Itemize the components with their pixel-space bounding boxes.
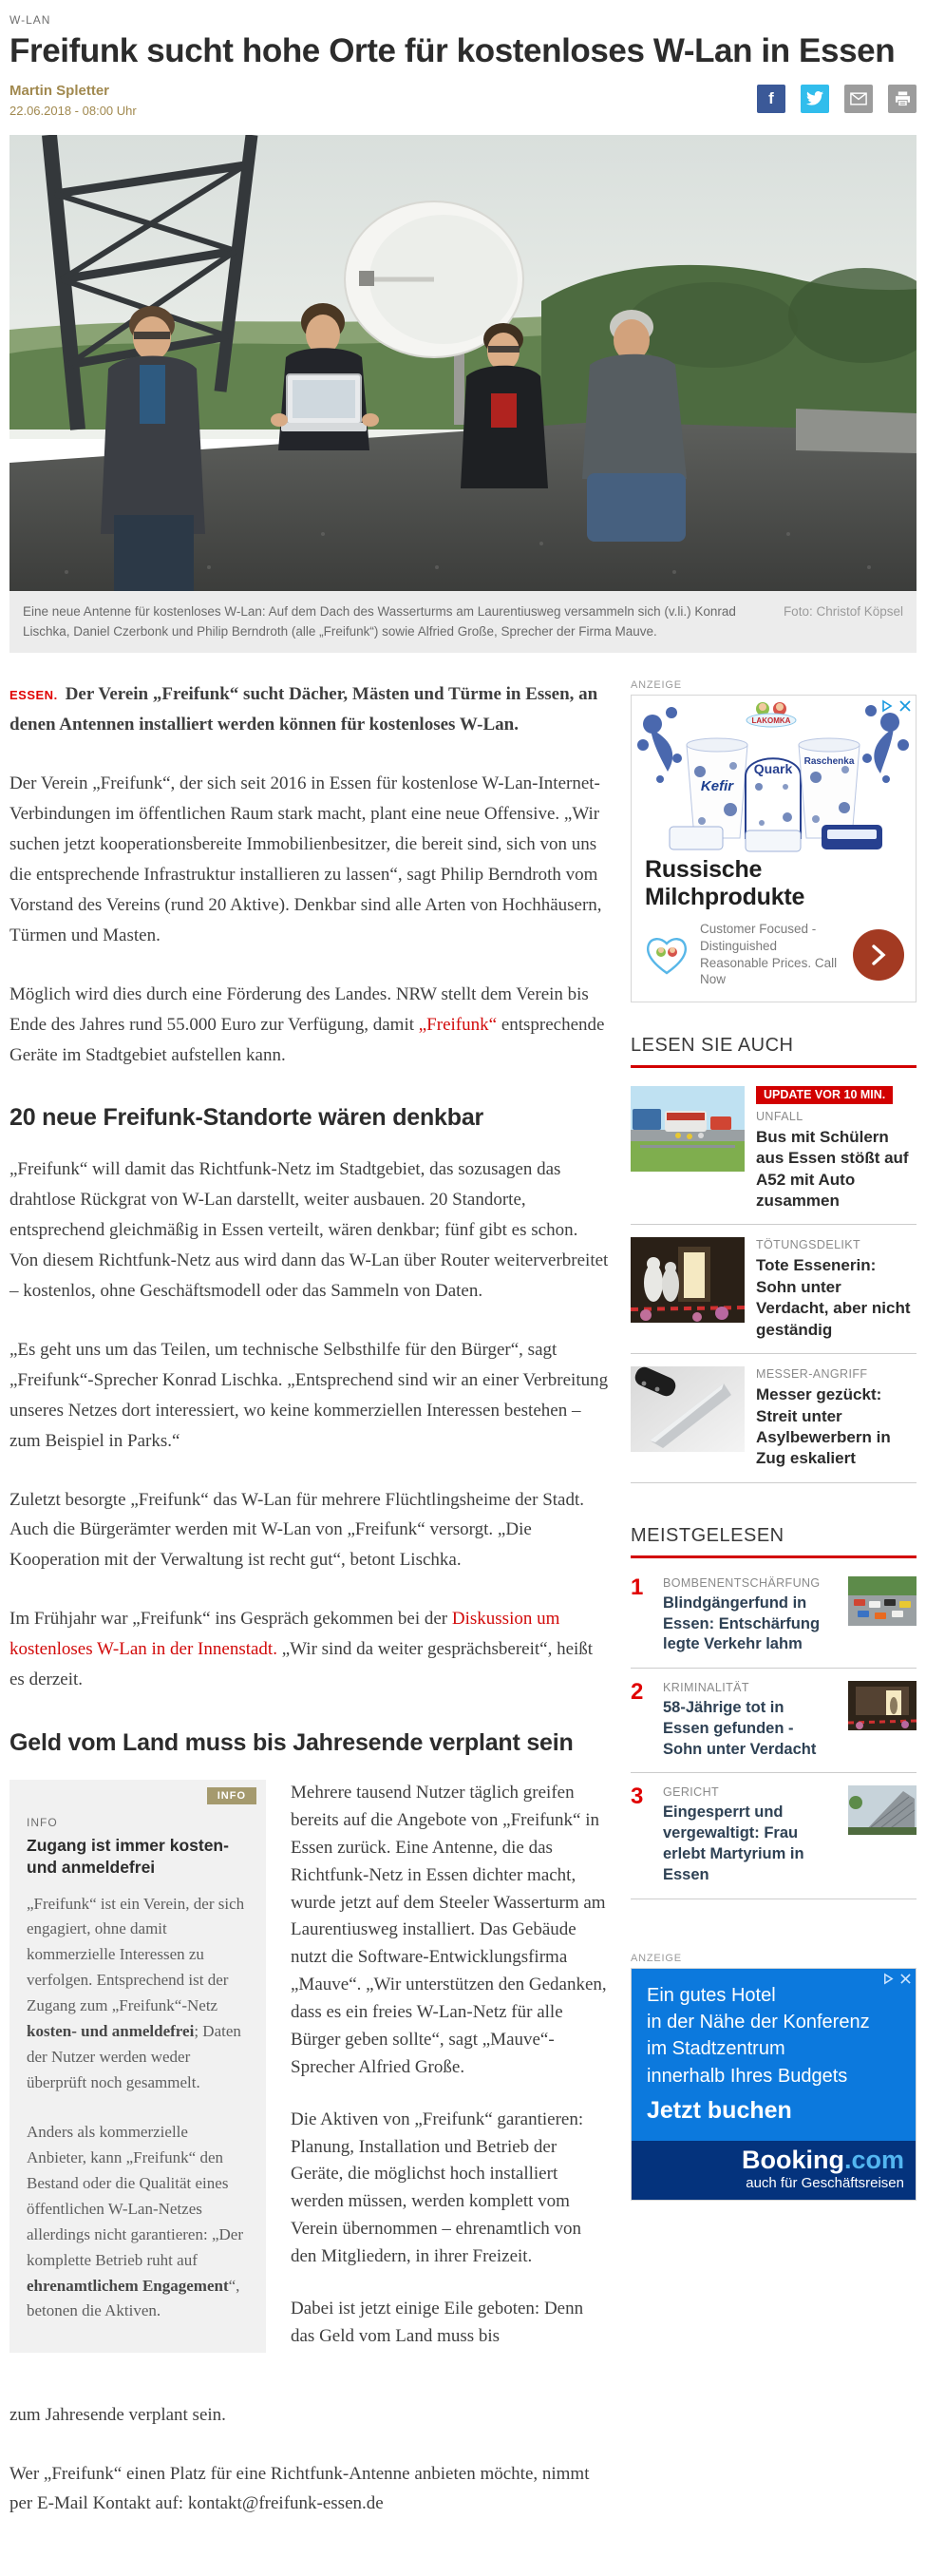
rank-number: 3 <box>631 1784 644 1810</box>
red-divider-bar <box>631 1065 917 1068</box>
update-badge: UPDATE VOR 10 MIN. <box>756 1086 893 1104</box>
share-bar <box>757 83 917 113</box>
item-title: Blindgängerfund in Essen: Entschärfung legte Verkehr lahm <box>663 1593 821 1653</box>
ad-line: in der Nähe der Konferenz <box>647 2011 870 2032</box>
facebook-icon: f <box>768 88 774 107</box>
info-box <box>9 1780 266 2353</box>
quark-cup <box>746 759 801 839</box>
freifunk-link[interactable]: „Freifunk“ <box>418 1014 498 1035</box>
ad-title: Russische Milchprodukte <box>645 856 805 911</box>
milk-products-ad[interactable] <box>631 695 917 1002</box>
most-read-header: MEISTGELESEN <box>631 1524 784 1546</box>
section-kicker: W-LAN <box>9 13 51 27</box>
ad-cta-button[interactable] <box>853 929 904 981</box>
byline-row <box>9 83 917 118</box>
thumb-traffic-jam <box>848 1576 917 1626</box>
item-title: Bus mit Schülern aus Essen stößt auf A52 mit Auto zusammen <box>756 1127 909 1210</box>
kefir-label: Kefir <box>700 778 734 795</box>
adchoices-icon[interactable] <box>880 699 894 713</box>
paragraph <box>9 1604 610 1695</box>
item-kicker: TÖTUNGSDELIKT <box>756 1238 861 1252</box>
article-body <box>9 679 610 2547</box>
info-title: Zugang ist immer kosten- und anmeldefrei <box>27 1836 229 1877</box>
item-title: 58-Jährige tot in Essen gefunden - Sohn unter Verdacht <box>663 1699 817 1758</box>
info-text: ; Daten der Nutzer werden weder überprüft noch gesammelt. <box>27 2021 241 2091</box>
booking-brand-bar <box>632 2141 916 2200</box>
booking-ad-block <box>631 1953 917 2201</box>
thumb-knife <box>631 1366 745 1452</box>
thumb-courthouse <box>848 1785 917 1835</box>
read-also-header: LESEN SIE AUCH <box>631 1034 794 1056</box>
info-paragraph <box>27 2120 249 2324</box>
print-icon <box>895 91 911 106</box>
page-title: Freifunk sucht hohe Orte für kostenloses W-Lan in Essen <box>9 32 896 69</box>
info-bold-text: kosten- und anmeldefrei <box>27 2021 195 2040</box>
info-text: “, betonen die Aktiven. <box>27 2276 240 2320</box>
twitter-share-button[interactable] <box>801 85 829 113</box>
ad-label: ANZEIGE <box>631 1952 682 1964</box>
byline <box>9 83 137 118</box>
item-kicker: KRIMINALITÄT <box>663 1681 749 1695</box>
thumb-forensics-night <box>631 1237 745 1323</box>
paragraph: „Es geht uns um das Teilen, um technische Selbsthilfe für den Bürger“, sagt „Freifunk“-Sprecher Konrad Lischka. „Entsprechend sind wir an einer Verbreitung unseres Netzes dort interessiert, wo keine kommerziellen Interessen bestehen – zum Beispiel in Parks.“ <box>9 1339 609 1451</box>
ad-close-icon[interactable] <box>899 700 911 712</box>
email-icon <box>850 92 867 105</box>
article-header <box>9 0 917 118</box>
rooftop-antenna-photo <box>9 135 917 591</box>
paragraph-text: „Wir sind da weiter gesprächsbereit“, heißt es derzeit. <box>9 1639 594 1690</box>
paragraph-text: Möglich wird dies durch eine Förderung des Landes. NRW stellt dem Verein bis Ende des Jahres rund 55.000 Euro zur Verfügung, damit <box>9 983 589 1035</box>
paragraph: Der Verein „Freifunk“, der sich seit 2016 in Essen für kostenlose W-Lan-Internet-Verbindungen im öffentlichen Raum stark macht, plant eine neue Offensive. „Wir suchen jetzt kooperationsbereite Immobilienbesitzer, die bereit sind, sich von uns die entsprechende Infrastruktur installieren zu lassen“, sagt Philip Berndroth vom Vorstand des Vereins (rund 20 Aktive). Denkbar sind alle Arten von Hochhäusern, Türmen und Masten. <box>9 773 602 945</box>
raschenka-cup <box>799 738 860 838</box>
facebook-share-button[interactable] <box>757 85 785 113</box>
heart-kids-logo <box>643 933 690 977</box>
paragraph <box>9 980 610 1071</box>
info-text: „Freifunk“ ist ein Verein, der sich engagiert, ohne damit kommerzielle Interessen zu verfolgen. Entsprechend ist der Zugang zum „Freifunk“-Netz <box>27 1894 245 2014</box>
adchoices-icon[interactable] <box>882 1973 895 1985</box>
subheading-geld: Geld vom Land muss bis Jahresende verplant sein <box>9 1729 574 1756</box>
lead-text: Der Verein „Freifunk“ sucht Dächer, Mästen und Türme in Essen, an denen Antennen installiert werden können für kostenloses W-Lan. <box>9 684 598 735</box>
hero-image <box>9 135 917 654</box>
read-also-item[interactable] <box>631 1074 917 1226</box>
raschenka-label: Raschenka <box>803 756 855 768</box>
lakomka-logo-text: LAKOMKA <box>751 716 791 726</box>
item-title: Eingesperrt und vergewaltigt: Frau erlebt Martyrium in Essen <box>663 1803 804 1883</box>
brand-tld: .com <box>843 2145 904 2174</box>
paragraph-text: Im Frühjahr war „Freifunk“ ins Gespräch gekommen bei der <box>9 1609 452 1630</box>
item-title: Messer gezückt: Streit unter Asylbewerbern in Zug eskaliert <box>756 1385 891 1468</box>
ad-close-icon[interactable] <box>900 1974 911 1984</box>
paragraph: Dabei ist jetzt einige Eile geboten: Denn das Geld vom Land muss bis <box>291 2298 584 2346</box>
thumb-bus-accident <box>631 1086 745 1172</box>
caption-text: Eine neue Antenne für kostenloses W-Lan: Auf dem Dach des Wasserturms am Laurentiusweg versammeln sich (v.li.) Konrad Lischka, Daniel Czerbonk und Philip Berndroth (alle „Freifunk“) sowie Alfried Große, Sprecher der Firma Mauve. <box>23 603 736 639</box>
paragraph-text: entsprechende Geräte im Stadtgebiet aufstellen kann. <box>9 1014 605 1065</box>
booking-tagline: auch für Geschäftsreisen <box>746 2174 904 2191</box>
paragraph: Die Aktiven von „Freifunk“ garantieren: Planung, Installation und Betrieb der Geräte, die möglichst hoch installiert werden müssen, werden komplett vom Verein übernommen – ehrenamtlich von den Mitgliedern, in ihrer Freizeit. <box>291 2109 584 2266</box>
info-paragraph <box>27 1892 249 2096</box>
item-kicker: GERICHT <box>663 1785 720 1800</box>
booking-ad-copy <box>632 1969 916 2141</box>
info-text: Anders als kommerzielle Anbieter, kann „Freifunk“ den Bestand oder die Qualität eines öffentlichen W-Lan-Netzes allerdings nicht garantieren: „Der komplette Betrieb ruht auf <box>27 2123 243 2269</box>
chevron-right-icon <box>871 945 886 965</box>
read-also-section <box>631 1035 917 1483</box>
print-share-button[interactable] <box>888 85 917 113</box>
paragraph: Mehrere tausend Nutzer täglich greifen bereits auf die Angebote von „Freifunk“ in Essen zurück. Eine Antenne, die das Richtfunk-Netz in Essen dichter macht, wurde jetzt auf dem Steeler Wasserturm am Laurentiusweg installiert. Das Gebäude nutzt die Software-Entwicklungsfirma „Mauve“. „Wir unterstützen den Gedanken, dass es ein freies W-Lan-Netz für alle Bürger geben sollte“, sagt „Mauve“-Sprecher Alfried Große. <box>291 1783 607 2077</box>
ad-label: ANZEIGE <box>631 679 682 692</box>
book-now-button[interactable]: Jetzt buchen <box>647 2097 792 2125</box>
sidebar <box>631 679 917 2547</box>
booking-logo <box>643 2147 904 2175</box>
info-kicker: INFO <box>27 1816 58 1829</box>
email-link[interactable]: kontakt@freifunk-essen.de <box>187 2493 384 2514</box>
thumb-house-night <box>848 1681 917 1730</box>
brand-text: Booking <box>741 2145 844 2174</box>
most-read-section <box>631 1525 917 1899</box>
item-kicker: BOMBENENTSCHÄRFUNG <box>663 1575 821 1590</box>
most-read-item[interactable] <box>631 1773 917 1899</box>
article-column <box>291 1780 610 2376</box>
photo-credit: Foto: Christof Köpsel <box>783 603 903 619</box>
rank-number: 1 <box>631 1574 644 1600</box>
subheading-standorte: 20 neue Freifunk-Standorte wären denkbar <box>9 1104 484 1132</box>
paragraph: „Freifunk“ will damit das Richtfunk-Netz im Stadtgebiet, das sozusagen das drahtlose Rückgrat von W-Lan darstellt, weiter ausbauen. 20 Standorte, entsprechend gleichmäßig in Essen verteilt, wären denkbar; fünf gibt es schon. Von diesem Richtfunk-Netz aus wird dann das W-Lan über Router weiterverbreitet – kostenlos, ohne Geschäftsmodell oder das Sammeln von Daten. <box>9 1159 609 1302</box>
info-badge: INFO <box>207 1787 256 1804</box>
lead-paragraph <box>9 679 610 740</box>
dairy-cups-graphic <box>632 696 916 852</box>
publish-date: 22.06.2018 - 08:00 Uhr <box>9 103 137 118</box>
paragraph-text: Wer „Freifunk“ einen Platz für eine Richtfunk-Antenne anbieten möchte, nimmt per E-Mail Kontakt auf: <box>9 2463 590 2514</box>
read-also-item[interactable] <box>631 1354 917 1483</box>
booking-ad[interactable] <box>631 1968 917 2201</box>
kefir-cup <box>687 738 747 838</box>
author-name: Martin Spletter <box>9 82 110 99</box>
item-title: Tote Essenerin: Sohn unter Verdacht, aber nicht geständig <box>756 1256 911 1339</box>
diskussion-link[interactable]: Diskussion um kostenloses W-Lan in der Innenstadt. <box>9 1609 560 1660</box>
item-kicker: MESSER-ANGRIFF <box>756 1367 868 1382</box>
twitter-icon <box>806 91 823 105</box>
location-label: ESSEN. <box>9 688 58 703</box>
ad-line: innerhalb Ihres Budgets <box>647 2065 848 2087</box>
ad-line: im Stadtzentrum <box>647 2038 785 2060</box>
item-kicker: UNFALL <box>756 1109 803 1123</box>
quark-label: Quark <box>753 761 793 777</box>
ad-body-text: Customer Focused - Distinguished Reasonable Prices. Call Now <box>700 922 838 987</box>
ad-line: Ein gutes Hotel <box>647 1984 776 2006</box>
red-divider-bar <box>631 1555 917 1558</box>
email-share-button[interactable] <box>844 85 873 113</box>
paragraph: Zuletzt besorgte „Freifunk“ das W-Lan für mehrere Flüchtlingsheime der Stadt. Auch die Bürgerämter werden mit W-Lan von „Freifunk“ versorgt. „Die Kooperation mit der Verwaltung ist recht gut“, betont Lischka. <box>9 1489 585 1571</box>
contact-paragraph <box>9 2459 610 2520</box>
most-read-item[interactable] <box>631 1564 917 1669</box>
rank-number: 2 <box>631 1679 644 1706</box>
read-also-item[interactable] <box>631 1225 917 1354</box>
image-caption <box>9 591 917 654</box>
most-read-item[interactable] <box>631 1669 917 1773</box>
info-bold-text: ehrenamtlichem Engagement <box>27 2276 229 2295</box>
paragraph: zum Jahresende verplant sein. <box>9 2404 226 2425</box>
